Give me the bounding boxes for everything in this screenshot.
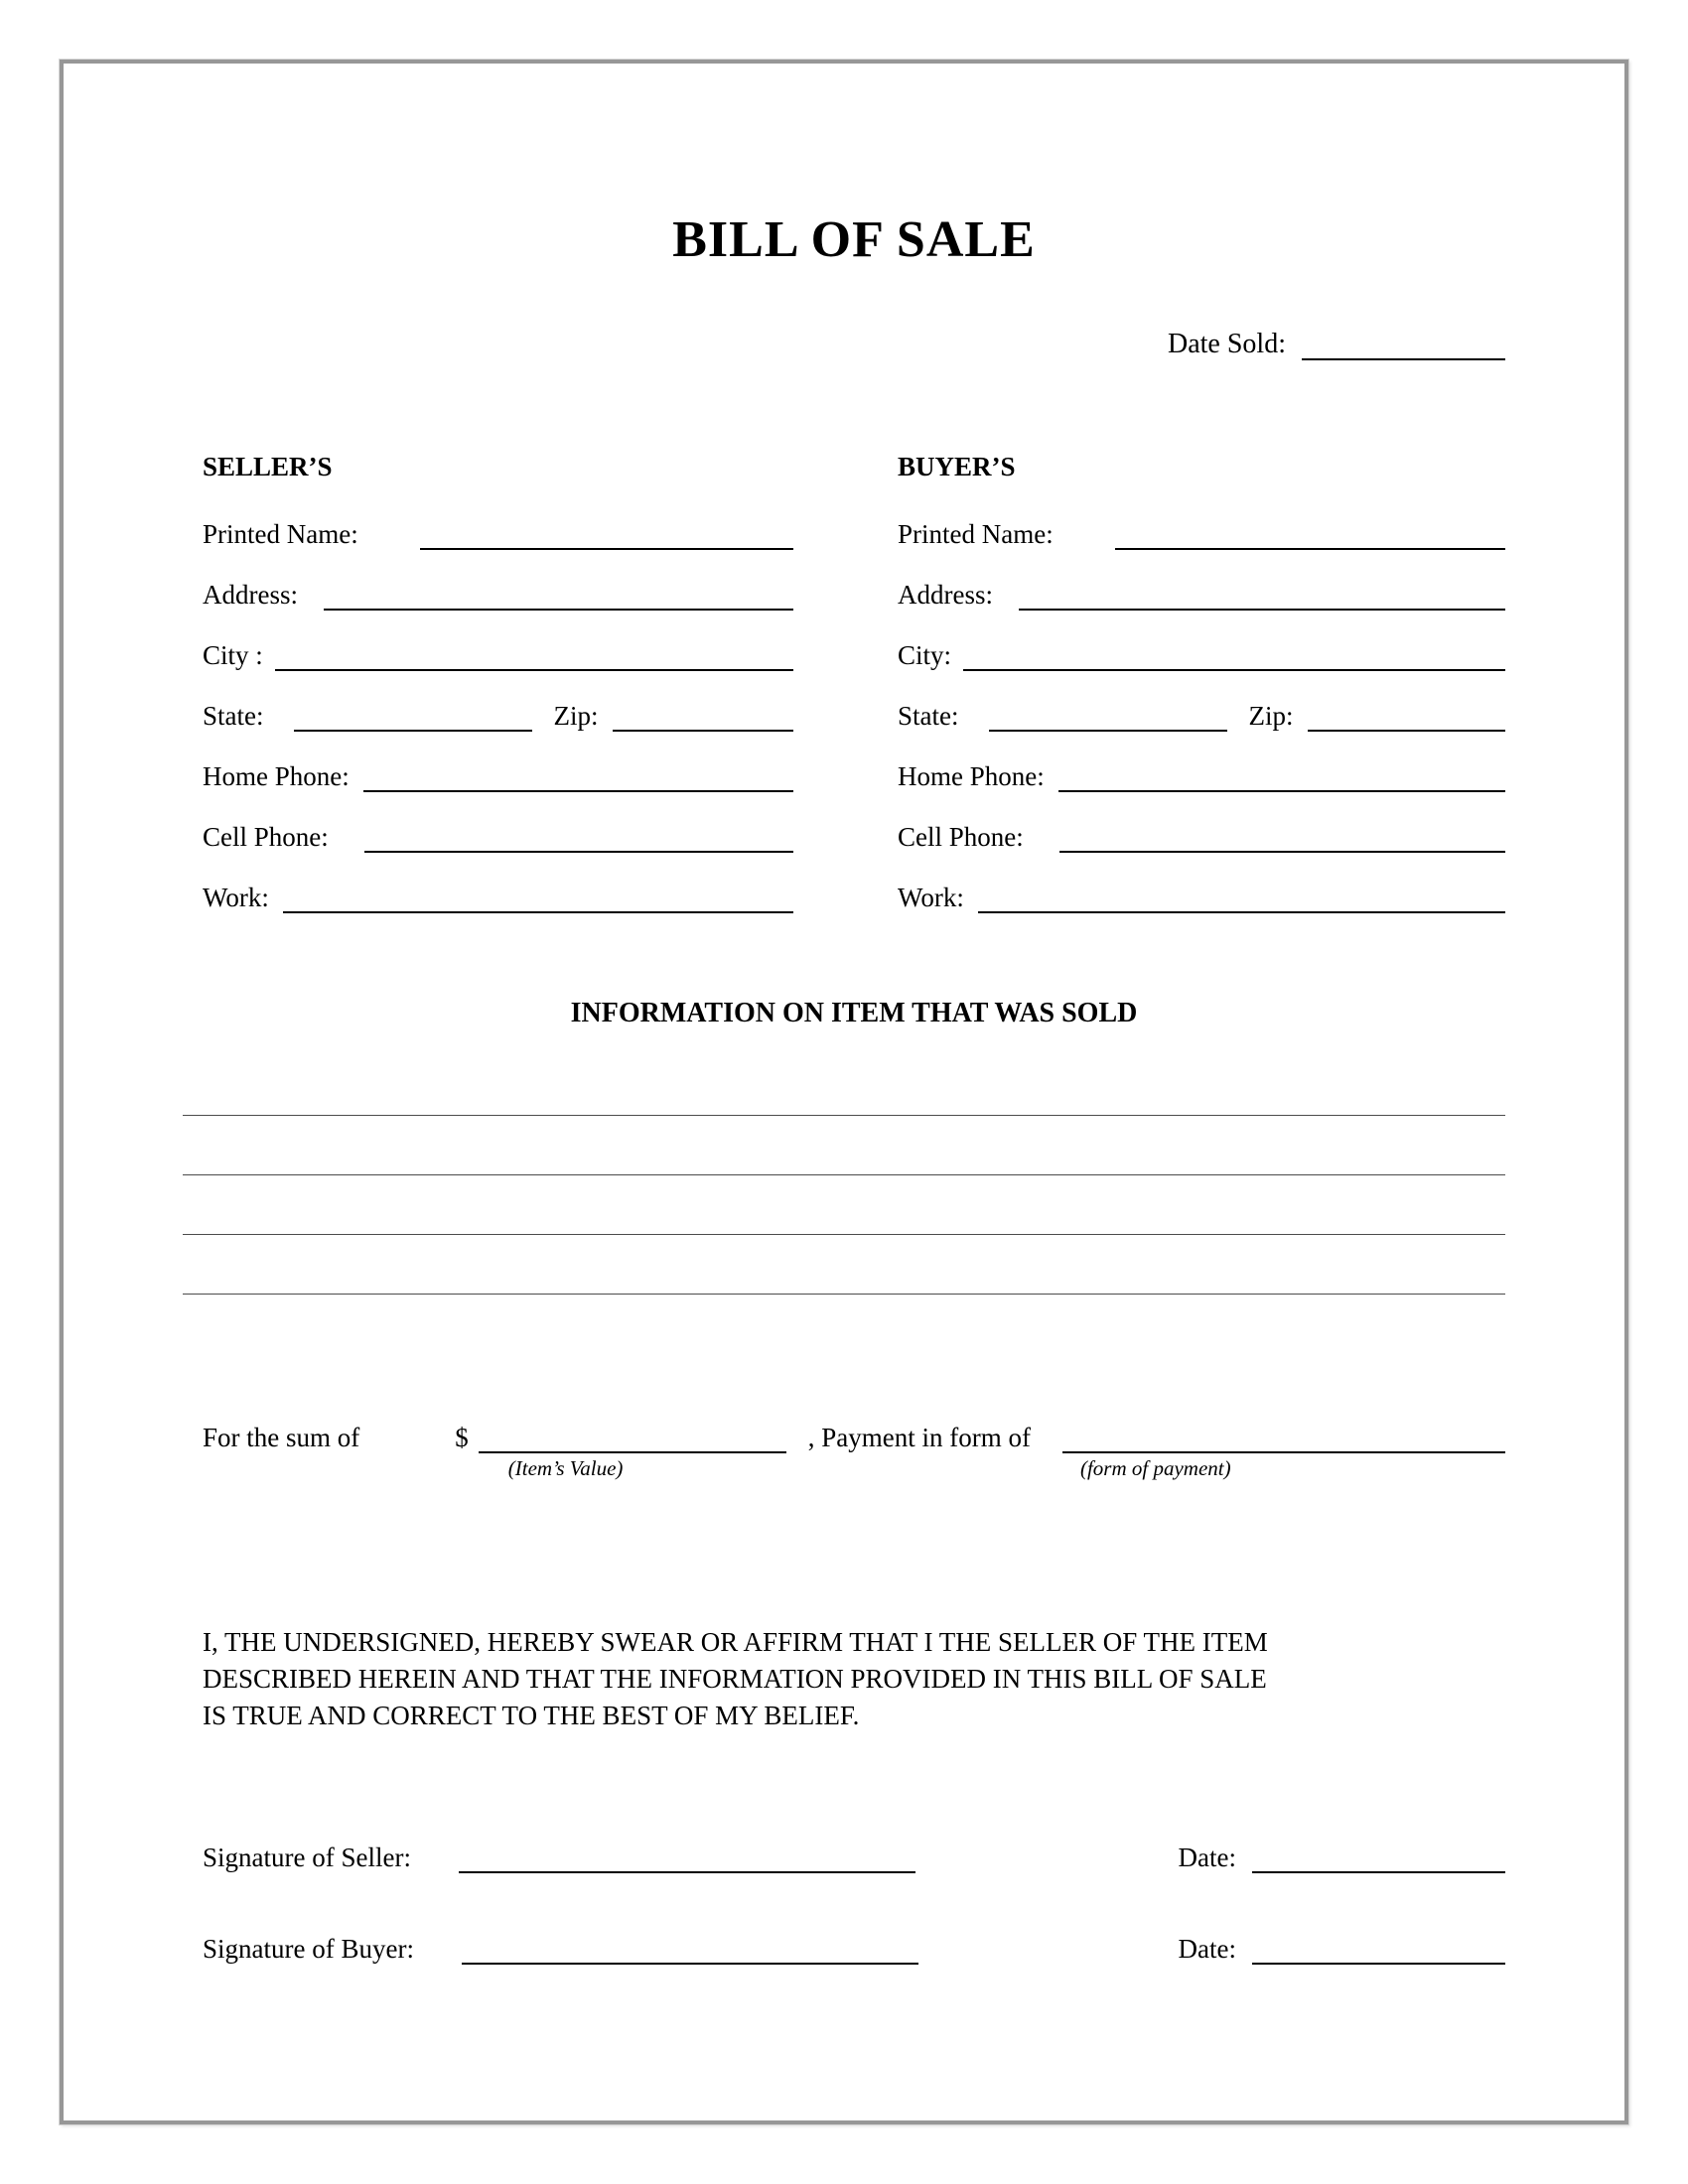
seller-address-row — [203, 569, 793, 611]
seller-work-line[interactable] — [283, 911, 793, 913]
buyer-section — [898, 452, 1505, 932]
buyer-state-label: State: — [898, 700, 959, 731]
buyer-cell-phone-row — [898, 811, 1505, 853]
seller-home-phone-label: Home Phone: — [203, 760, 350, 791]
seller-cell-phone-line[interactable] — [364, 851, 793, 853]
seller-address-line[interactable] — [324, 609, 793, 611]
buyer-city-label: City: — [898, 639, 952, 670]
seller-date-label: Date: — [1178, 1842, 1236, 1872]
seller-city-label: City : — [203, 639, 263, 670]
buyer-heading: BUYER’S — [898, 452, 1016, 481]
seller-cell-phone-row — [203, 811, 793, 853]
seller-signature-row — [203, 1832, 1505, 1873]
seller-zip-label: Zip: — [553, 700, 599, 731]
date-sold-row — [203, 319, 1505, 360]
seller-state-zip-row — [203, 690, 793, 732]
item-info-heading: INFORMATION ON ITEM THAT WAS SOLD — [570, 998, 1138, 1028]
seller-work-row — [203, 872, 793, 913]
buyer-home-phone-label: Home Phone: — [898, 760, 1045, 791]
seller-address-label: Address: — [203, 579, 298, 610]
buyer-address-row — [898, 569, 1505, 611]
form-of-payment-line[interactable] — [1062, 1451, 1505, 1480]
buyer-address-label: Address: — [898, 579, 993, 610]
affirmation-text — [203, 1624, 1505, 1734]
seller-home-phone-line[interactable] — [363, 790, 793, 792]
buyer-date-label: Date: — [1178, 1933, 1236, 1964]
items-value-caption: (Item’s Value) — [507, 1456, 624, 1480]
buyer-cell-phone-line[interactable] — [1059, 851, 1505, 853]
affirmation-line-3: IS TRUE AND CORRECT TO THE BEST OF MY BELIEF. — [203, 1701, 860, 1730]
seller-home-phone-row — [203, 751, 793, 792]
buyer-city-row — [898, 629, 1505, 671]
buyer-signature-row — [203, 1923, 1505, 1965]
form-of-payment-caption: (form of payment) — [1079, 1456, 1231, 1480]
buyer-home-phone-row — [898, 751, 1505, 792]
buyer-work-row — [898, 872, 1505, 913]
date-sold-label: Date Sold: — [1168, 328, 1286, 359]
buyer-city-line[interactable] — [963, 669, 1505, 671]
seller-state-label: State: — [203, 700, 264, 731]
item-info-lines — [183, 1115, 1505, 1295]
item-info-line-3[interactable] — [183, 1234, 1505, 1235]
buyer-cell-phone-label: Cell Phone: — [898, 821, 1024, 852]
seller-cell-phone-label: Cell Phone: — [203, 821, 329, 852]
page-frame — [60, 60, 1628, 2124]
seller-printed-name-label: Printed Name: — [203, 518, 358, 549]
seller-section — [203, 452, 793, 932]
buyer-state-zip-row — [898, 690, 1505, 732]
seller-printed-name-line[interactable] — [420, 548, 793, 550]
date-sold-line[interactable] — [1302, 358, 1505, 360]
seller-work-label: Work: — [203, 882, 269, 912]
buyer-printed-name-label: Printed Name: — [898, 518, 1054, 549]
seller-city-line[interactable] — [275, 669, 793, 671]
buyer-work-line[interactable] — [978, 911, 1505, 913]
buyer-address-line[interactable] — [1019, 609, 1505, 611]
payment-in-form-of-label: , Payment in form of — [807, 1422, 1031, 1452]
seller-zip-line[interactable] — [613, 730, 794, 732]
affirmation-line-2: DESCRIBED HEREIN AND THAT THE INFORMATION PROVIDED IN THIS BILL OF SALE — [203, 1664, 1267, 1694]
seller-heading: SELLER’S — [203, 452, 333, 481]
for-the-sum-of-label: For the sum of — [203, 1422, 360, 1452]
seller-date-line[interactable] — [1252, 1871, 1505, 1873]
signature-section — [203, 1832, 1505, 1965]
parties-section — [203, 452, 1505, 932]
payment-row — [203, 1412, 1505, 1480]
form-content — [64, 64, 1624, 1965]
buyer-state-line[interactable] — [989, 730, 1227, 732]
buyer-work-label: Work: — [898, 882, 964, 912]
item-info-line-1[interactable] — [183, 1115, 1505, 1116]
seller-state-line[interactable] — [294, 730, 532, 732]
items-value-line[interactable] — [479, 1451, 786, 1480]
dollar-sign: $ — [455, 1422, 469, 1452]
buyer-home-phone-line[interactable] — [1058, 790, 1505, 792]
seller-signature-line[interactable] — [459, 1871, 915, 1873]
page-title: BILL OF SALE — [672, 211, 1036, 268]
buyer-printed-name-row — [898, 508, 1505, 550]
item-info-line-2[interactable] — [183, 1174, 1505, 1175]
seller-signature-label: Signature of Seller: — [203, 1842, 411, 1872]
buyer-signature-line[interactable] — [462, 1963, 918, 1965]
seller-printed-name-row — [203, 508, 793, 550]
item-info-line-4[interactable] — [183, 1294, 1505, 1295]
buyer-printed-name-line[interactable] — [1115, 548, 1505, 550]
seller-city-row — [203, 629, 793, 671]
buyer-date-line[interactable] — [1252, 1963, 1505, 1965]
buyer-zip-line[interactable] — [1308, 730, 1506, 732]
buyer-signature-label: Signature of Buyer: — [203, 1933, 414, 1964]
affirmation-line-1: I, THE UNDERSIGNED, HEREBY SWEAR OR AFFIRM THAT I THE SELLER OF THE ITEM — [203, 1627, 1268, 1657]
buyer-zip-label: Zip: — [1248, 700, 1294, 731]
